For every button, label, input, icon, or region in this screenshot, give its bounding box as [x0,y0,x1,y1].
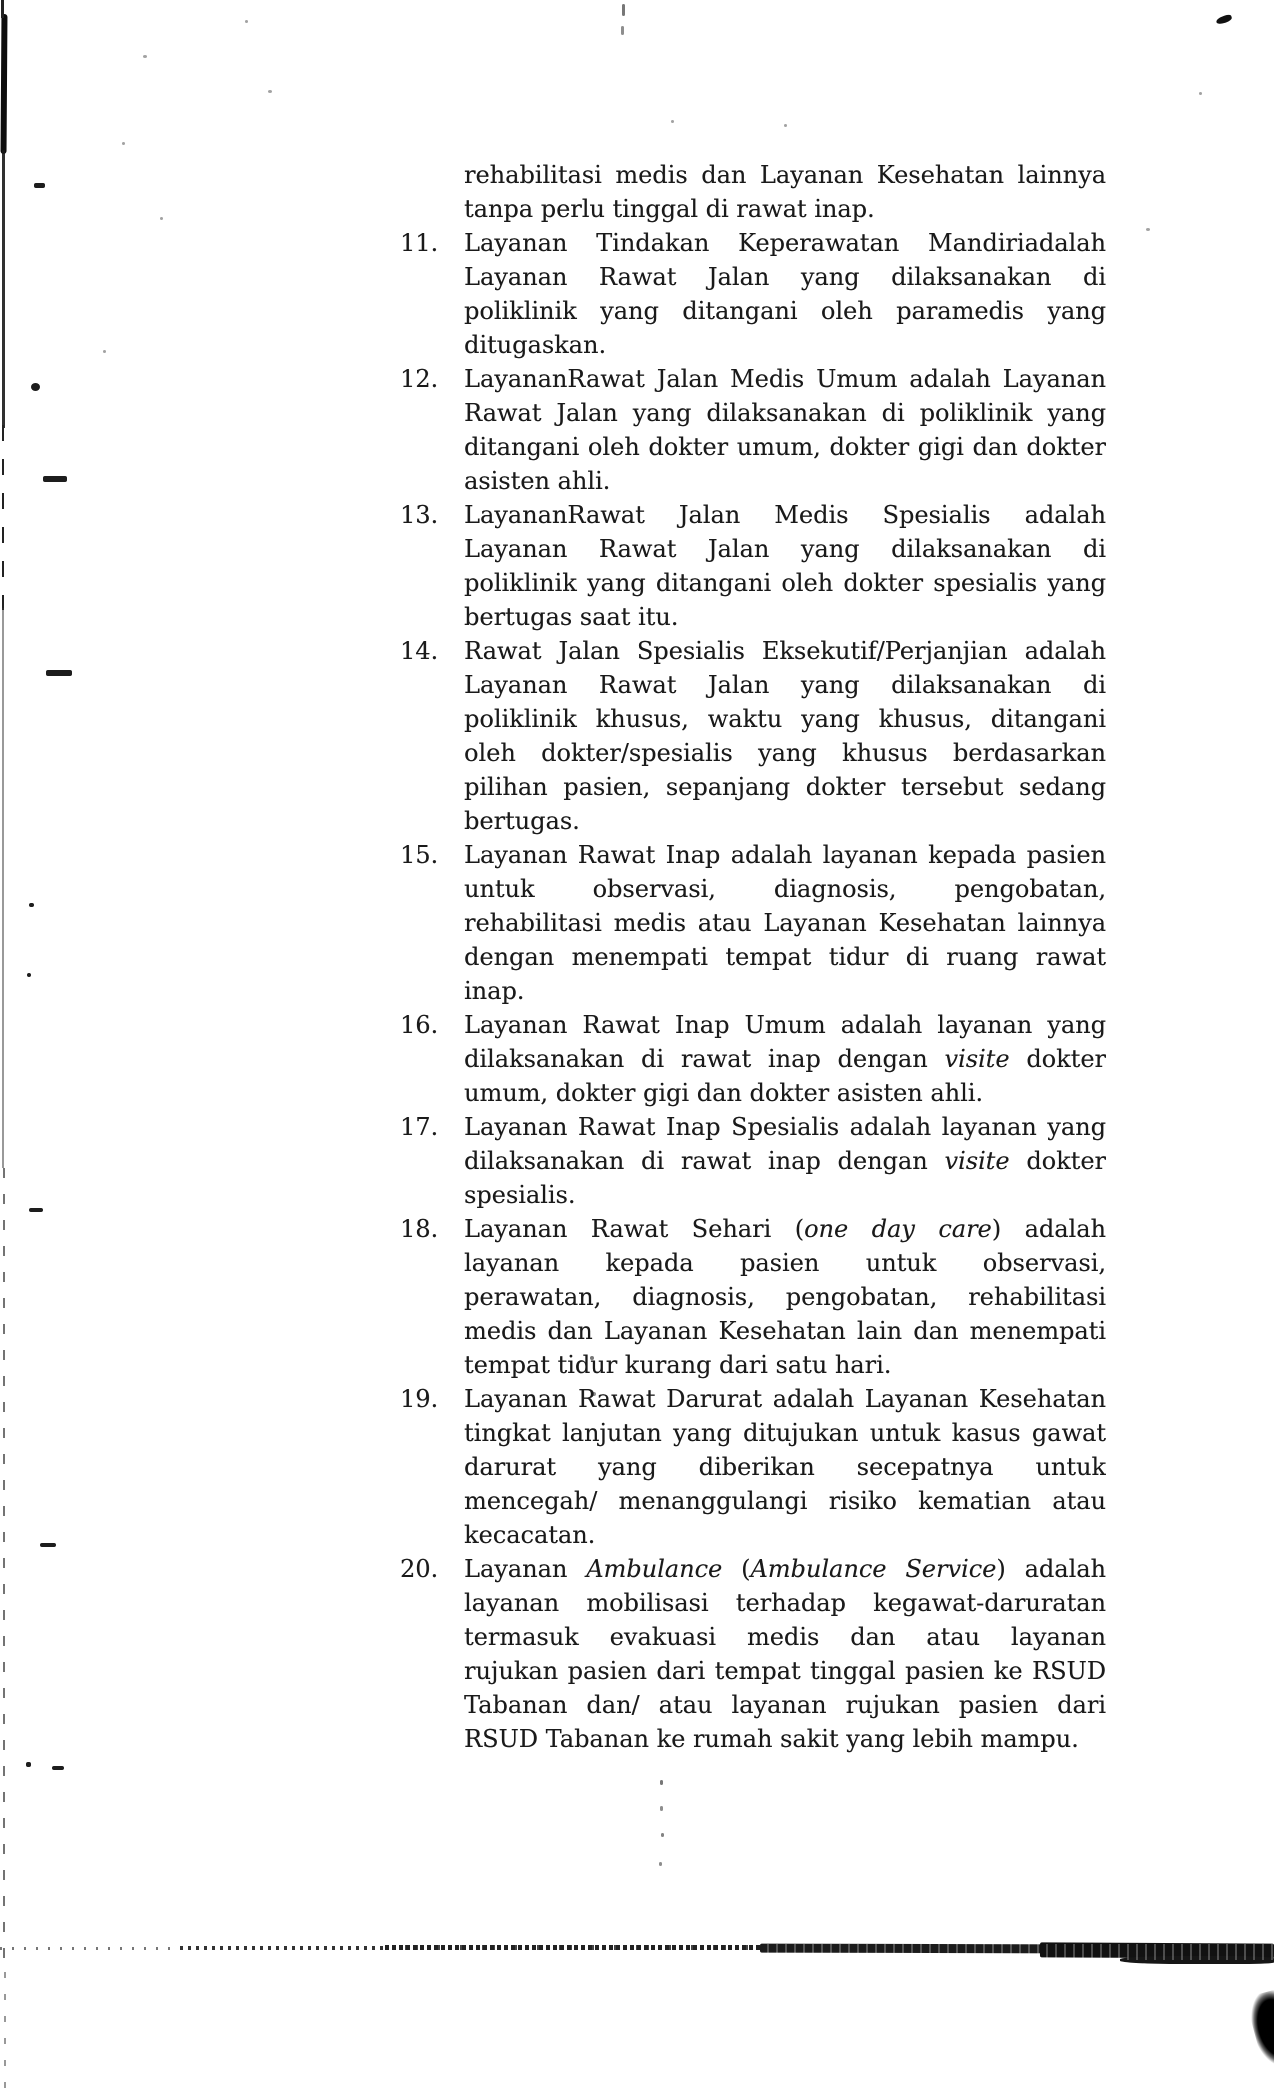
scan-speck [40,1543,56,1547]
fold-mark [661,1833,664,1837]
left-edge-ink-blob [1,14,8,154]
item-number: 18. [400,1215,439,1243]
text-line: pilihan pasien, sepanjang dokter tersebut sedang [464,773,1106,801]
scan-speck [784,124,787,127]
text-line: untuk observasi, diagnosis, pengobatan, [464,875,1106,903]
item-text [464,362,1106,498]
scan-speck [103,350,106,353]
item-number: 19. [400,1385,439,1413]
item-text [464,1212,1106,1382]
text-line: perawatan, diagnosis, pengobatan, rehabilitasi [464,1283,1106,1311]
text-line: rujukan pasien dari tempat tinggal pasien ke RSUD [464,1657,1106,1685]
text-line: LayananRawat Jalan Medis Umum adalah Layanan [464,365,1106,393]
scan-speck [43,476,67,482]
scan-speck [27,973,31,977]
scan-speck [671,120,674,123]
text-line: kecacatan. [464,1521,596,1549]
text-line: Layanan Rawat Jalan yang dilaksanakan di [464,535,1106,563]
item-text [464,1552,1106,1756]
item-number: 14. [400,637,439,665]
text-line: poliklinik khusus, waktu yang khusus, ditangani [464,705,1106,733]
text-line: ditangani oleh dokter umum, dokter gigi dan dokter [464,433,1106,461]
scan-speck [160,217,163,220]
text-line: poliklinik yang ditangani oleh paramedis yang [464,297,1106,325]
text-line: Layanan Tindakan Keperawatan Mandiriadalah [464,229,1106,257]
scan-speck [268,90,272,93]
scan-speck [122,142,125,145]
text-line: dilaksanakan di rawat inap dengan visite dokter [464,1147,1106,1175]
item-number: 16. [400,1011,439,1039]
fold-mark [621,26,624,35]
fold-mark [660,1780,663,1785]
text-line: rehabilitasi medis atau Layanan Kesehatan lainnya [464,909,1106,937]
left-edge-line-faint [2,608,4,1168]
text-line: dilaksanakan di rawat inap dengan visite dokter [464,1045,1106,1073]
list-item [400,634,1106,838]
scan-speck [34,183,45,188]
text-line: darurat yang diberikan secepatnya untuk [464,1453,1106,1481]
text-line: Layanan Rawat Jalan yang dilaksanakan di [464,263,1106,291]
list-item [400,158,1106,226]
bottom-noise-speckle [385,1945,765,1950]
document-body [400,158,1106,1756]
item-number: 20. [400,1555,439,1583]
corner-scan-blob [1245,1989,1274,2069]
item-text [464,1008,1106,1110]
list-item [400,1382,1106,1552]
text-line: Tabanan dan/ atau layanan rujukan pasien dari [464,1691,1106,1719]
scan-speck [1146,228,1150,231]
text-line: Rawat Jalan yang dilaksanakan di poliklinik yang [464,399,1106,427]
text-line: Layanan Ambulance (Ambulance Service) adalah [464,1555,1106,1583]
text-line: tingkat lanjutan yang ditujukan untuk kasus gawat [464,1419,1106,1447]
left-edge-line-top [1,0,4,18]
text-line: tanpa perlu tinggal di rawat inap. [464,195,875,223]
scan-speck [46,670,72,676]
text-line: poliklinik yang ditangani oleh dokter spesialis yang [464,569,1106,597]
list-item [400,226,1106,362]
left-edge-line-bottom [4,1972,6,2090]
text-line: Layanan Rawat Inap adalah layanan kepada pasien [464,841,1106,869]
text-line: Layanan Rawat Inap Spesialis adalah layanan yang [464,1113,1106,1141]
scan-speck [29,1208,43,1212]
text-line: layanan kepada pasien untuk observasi, [464,1249,1106,1277]
item-text [464,1382,1106,1552]
item-number: 11. [400,229,439,257]
list-item [400,498,1106,634]
fold-mark [659,1862,662,1866]
text-line: spesialis. [464,1181,576,1209]
text-line: layanan mobilisasi terhadap kegawat-daruratan [464,1589,1106,1617]
list-item [400,1552,1106,1756]
text-line: umum, dokter gigi dan dokter asisten ahli. [464,1079,984,1107]
item-text [464,838,1106,1008]
bottom-noise-texture [760,1944,1274,1960]
item-number: 12. [400,365,439,393]
fold-mark [660,1806,663,1811]
text-line: Layanan Rawat Sehari (one day care) adalah [464,1215,1106,1243]
text-line: bertugas. [464,807,580,835]
scan-speck [143,55,147,58]
text-line: rehabilitasi medis dan Layanan Kesehatan lainnya [464,161,1106,189]
item-number: 17. [400,1113,439,1141]
left-edge-line-dashed [2,425,4,610]
scan-speck [245,20,248,23]
list-item [400,362,1106,498]
text-line: RSUD Tabanan ke rumah sakit yang lebih mampu. [464,1725,1079,1753]
list-item [400,1008,1106,1110]
list-item [400,1212,1106,1382]
text-line: Rawat Jalan Spesialis Eksekutif/Perjanjian adalah [464,637,1106,665]
text-line: ditugaskan. [464,331,607,359]
scan-speck [1199,92,1202,95]
text-line: Layanan Rawat Inap Umum adalah layanan yang [464,1011,1106,1039]
item-text [464,1110,1106,1212]
text-line: dengan menempati tempat tidur di ruang rawat [464,943,1106,971]
item-text [464,226,1106,362]
fold-mark [622,4,625,16]
scan-speck [29,903,34,907]
scan-speck [26,1762,31,1767]
item-number: 15. [400,841,439,869]
item-number: 13. [400,501,439,529]
text-line: tempat tidur kurang dari satu hari. [464,1351,892,1379]
scan-speck [31,383,40,391]
text-line: oleh dokter/spesialis yang khusus berdasarkan [464,739,1106,767]
scan-speck [52,1766,64,1770]
text-line: termasuk evakuasi medis dan atau layanan [464,1623,1106,1651]
item-text [464,498,1106,634]
text-line: Layanan Rawat Darurat adalah Layanan Kesehatan [464,1385,1106,1413]
left-edge-line-dotted [3,1168,5,1958]
bottom-noise-dotted [0,1947,180,1950]
bottom-noise-dashes [180,1946,385,1950]
top-right-tick-mark [1215,14,1232,26]
item-text [464,158,1106,226]
left-edge-line [2,150,5,428]
item-text [464,634,1106,838]
text-line: Layanan Rawat Jalan yang dilaksanakan di [464,671,1106,699]
text-line: LayananRawat Jalan Medis Spesialis adalah [464,501,1106,529]
text-line: mencegah/ menanggulangi risiko kematian atau [464,1487,1106,1515]
item-number [400,158,464,226]
list-item [400,1110,1106,1212]
list-item [400,838,1106,1008]
text-line: bertugas saat itu. [464,603,679,631]
text-line: inap. [464,977,525,1005]
text-line: asisten ahli. [464,467,611,495]
text-line: medis dan Layanan Kesehatan lain dan menempati [464,1317,1106,1345]
